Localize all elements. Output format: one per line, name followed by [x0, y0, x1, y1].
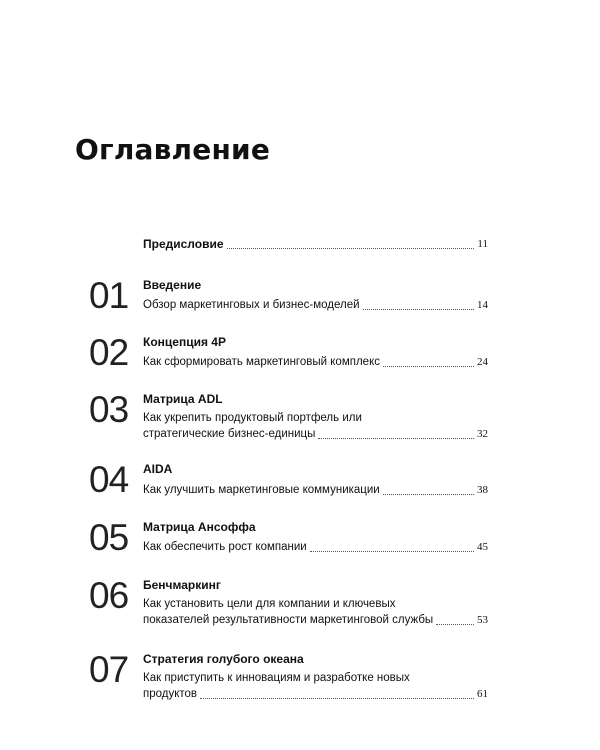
chapter-number: 04 [89, 459, 129, 500]
chapter-title: Концепция 4P [143, 335, 226, 349]
dot-leader [363, 309, 474, 310]
chapter-number: 05 [89, 517, 129, 558]
dot-leader [200, 698, 474, 699]
page-number: 53 [477, 614, 488, 626]
page-number: 14 [477, 299, 488, 311]
chapter-title: AIDA [143, 462, 173, 476]
chapter-description: Как улучшить маркетинговые коммуникации 38 [143, 484, 488, 496]
chapter-description: показателей результативности маркетинговой службы 53 [143, 614, 488, 626]
chapter-number: 06 [89, 575, 129, 616]
chapter-title: Бенчмаркинг [143, 578, 221, 592]
page-title: Оглавление [75, 133, 271, 166]
dot-leader [383, 494, 474, 495]
chapter-number: 01 [89, 275, 129, 316]
chapter-description-line: Как приступить к инновациям и разработке новых [143, 672, 410, 684]
dot-leader [227, 248, 475, 249]
chapter-title: Матрица Ансоффа [143, 520, 256, 534]
page-number: 11 [477, 238, 488, 250]
page-number: 45 [477, 541, 488, 553]
dot-leader [318, 438, 474, 439]
page-number: 24 [477, 356, 488, 368]
chapter-description: Как обеспечить рост компании 45 [143, 541, 488, 553]
page-number: 61 [477, 688, 488, 700]
dot-leader [310, 551, 474, 552]
chapter-description: стратегические бизнес-единицы 32 [143, 428, 488, 440]
chapter-title: Матрица ADL [143, 392, 223, 406]
chapter-title: Введение [143, 278, 202, 292]
preface-label: Предисловие [143, 237, 224, 251]
chapter-description: Как сформировать маркетинговый комплекс 24 [143, 356, 488, 368]
dot-leader [436, 624, 474, 625]
toc-preface[interactable] [143, 237, 488, 252]
page-number: 32 [477, 428, 488, 440]
chapter-description-line: Как укрепить продуктовый портфель или [143, 412, 362, 424]
chapter-title: Стратегия голубого океана [143, 652, 304, 666]
chapter-number: 03 [89, 389, 129, 430]
page-number: 38 [477, 484, 488, 496]
chapter-description: продуктов 61 [143, 688, 488, 700]
chapter-number: 02 [89, 332, 129, 373]
chapter-description: Обзор маркетинговых и бизнес-моделей 14 [143, 299, 488, 311]
chapter-number: 07 [89, 649, 129, 690]
chapter-description-line: Как установить цели для компании и ключевых [143, 598, 396, 610]
dot-leader [383, 366, 474, 367]
